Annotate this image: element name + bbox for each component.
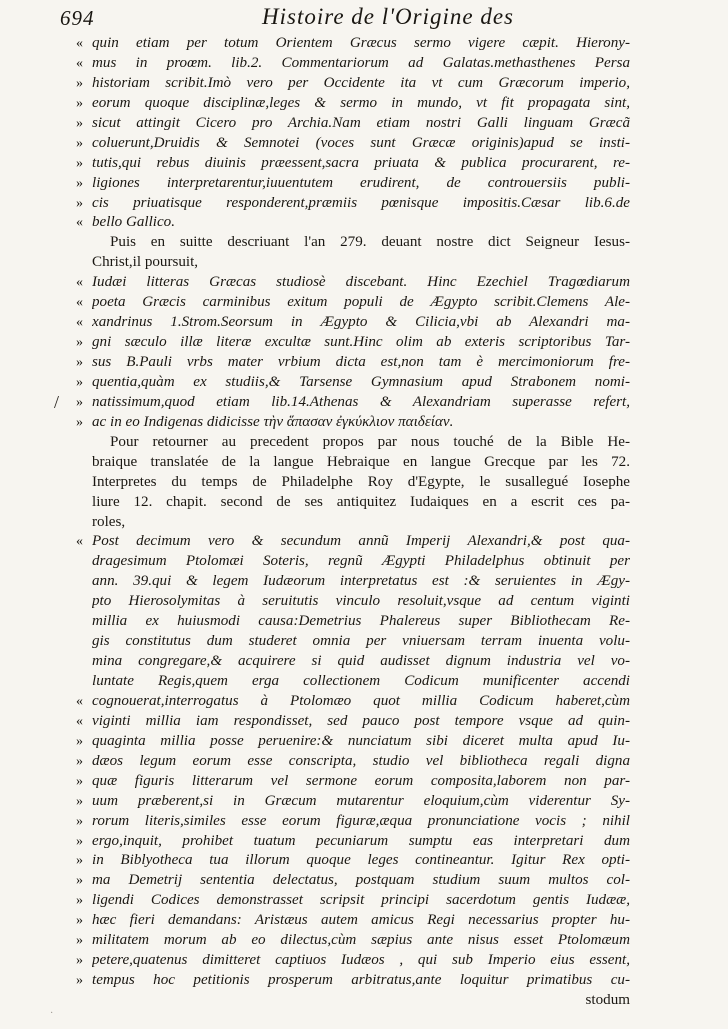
line-text: ac in eo Indigenas didicisse τὴν ἅπασαν ἐγκύκλιον παιδείαν. [92, 413, 454, 430]
quotation-mark: » [76, 893, 84, 909]
line-text: ma Demetrij sententia delectatus, postquam studium suum multos col- [92, 872, 630, 889]
text-line [40, 54, 630, 74]
text-line [40, 532, 630, 552]
margin-note: / [54, 392, 60, 412]
line-text: stodum [585, 992, 630, 1008]
text-line [40, 871, 630, 891]
line-text: ligendi Codices demonstrasset scripsit principi sacerdotum gentis Iudææ, [92, 892, 630, 909]
line-text: ann. 39.qui & legem Iudæorum interpretatus est :& seruientes in Ægy- [92, 573, 630, 590]
quotation-mark: » [76, 355, 84, 370]
line-text: petere,quatenus dimitteret captiuos Iudæos , qui sub Imperio eius essent, [92, 952, 630, 969]
text-line [40, 233, 630, 253]
line-text: roles, [92, 513, 126, 530]
quotation-mark: « [76, 315, 84, 331]
quotation-mark: » [76, 773, 84, 789]
line-text: quin etiam per totum Orientem Græcus sermo vigere cæpit. Hierony- [92, 35, 630, 51]
quotation-mark: » [76, 95, 84, 111]
quotation-mark: « [76, 534, 84, 550]
text-line [40, 293, 630, 313]
quotation-mark: « [76, 36, 84, 51]
line-text: dæos legum eorum esse conscripta, studio vel bibliotheca regali digna [92, 752, 630, 769]
line-text: pto Hierosolymitas à seruitutis vinculo resoluit,vsque ad centum viginti [92, 593, 630, 610]
text-line [40, 114, 630, 134]
line-text: braique translatée de la langue Hebraique en langue Grecque par les 72. [92, 453, 630, 470]
line-text: dragesimum Ptolomæi Soteris, regnũ Ægypti Philadelphus obtinuit per [92, 553, 630, 570]
quotation-mark: » [76, 793, 84, 809]
text-line [40, 194, 630, 214]
running-head: Histoire de l'Origine des [262, 4, 515, 29]
text-line [40, 612, 630, 632]
line-text: sicut attingit Cicero pro Archia.Nam etiam nostri Galli linguam Græcã [92, 114, 630, 131]
line-text: historiam scribit.Imò vero per Occidente ita vt cum Græcorum imperio, [92, 74, 630, 91]
text-line [40, 632, 630, 652]
text-block [40, 34, 630, 1011]
quotation-mark: » [76, 335, 84, 351]
line-text: Post decimum vero & secundum annũ Imperij Alexandri,& post qua- [92, 533, 630, 550]
quotation-mark: » [76, 733, 84, 749]
line-text: quaginta millia posse peruenire:& nunciatum sibi diceret multa apud Iu- [92, 732, 630, 749]
quotation-mark: « [76, 55, 84, 71]
text-line [40, 851, 630, 871]
text-line [40, 413, 630, 433]
quotation-mark: « [76, 693, 84, 709]
text-line [40, 393, 630, 413]
quotation-mark: » [76, 394, 84, 410]
line-text: quæ figuris litterarum vel sermone eorum composita,laborem non par- [92, 772, 630, 789]
text-line [40, 74, 630, 94]
text-line [40, 772, 630, 792]
line-text: bello Gallico. [92, 214, 176, 231]
line-text: rorum literis,similes esse eorum figuræ,æqua pronunciatione vocis ; nihil [92, 812, 630, 829]
text-line [40, 34, 630, 54]
text-line [40, 493, 630, 513]
text-line [40, 652, 630, 672]
quotation-mark: » [76, 973, 84, 989]
quotation-mark: « [76, 215, 84, 231]
text-line [40, 473, 630, 493]
quotation-mark: » [76, 155, 84, 171]
text-line [40, 453, 630, 473]
line-text: coluerunt,Druidis & Semnotei (voces sunt Græcæ originis)apud se insti- [92, 134, 630, 151]
quotation-mark: » [76, 175, 84, 191]
text-line [40, 891, 630, 911]
text-line [40, 552, 630, 572]
text-line [40, 732, 630, 752]
text-line [40, 513, 630, 533]
line-text: cognouerat,interrogatus à Ptolomæo quot millia Codicum haberet,cùm [92, 692, 630, 709]
quotation-mark: » [76, 135, 84, 151]
text-line [40, 333, 630, 353]
text-line [40, 991, 630, 1011]
line-text: luntate Regis,quem erga collectionem Codicum munificenter accendi [92, 673, 630, 689]
quotation-mark: » [76, 853, 84, 869]
quotation-mark: » [76, 374, 84, 390]
text-line [40, 373, 630, 393]
line-text: viginti millia iam respondisset, sed pauco post tempore vsque ad quin- [92, 712, 630, 729]
quotation-mark: » [76, 813, 84, 829]
text-line [40, 812, 630, 832]
text-line [40, 174, 630, 194]
text-line [40, 253, 630, 273]
text-line [40, 931, 630, 951]
quotation-mark: » [76, 753, 84, 769]
quotation-mark: » [76, 115, 84, 131]
line-text: Puis en suitte descriuant l'an 279. deuant nostre dict Seigneur Iesus- [110, 234, 630, 251]
text-line [40, 672, 630, 692]
text-line [40, 94, 630, 114]
text-line [40, 592, 630, 612]
quotation-mark: » [76, 933, 84, 949]
line-text: xandrinus 1.Strom.Seorsum in Ægypto & Cilicia,vbi ab Alexandri ma- [92, 314, 630, 331]
line-text: sus B.Pauli vrbs mater vrbium dicta est,non tam è mercimoniorum fre- [92, 354, 630, 370]
line-text: cis priuatisque responderent,præmiis pœnisque impositis.Cæsar lib.6.de [92, 194, 630, 211]
text-line [40, 433, 630, 453]
line-text: millia ex huiusmodi causa:Demetrius Phalereus super Bibliothecam Re- [92, 613, 630, 630]
text-line [40, 911, 630, 931]
quotation-mark: » [76, 195, 84, 211]
text-line [40, 213, 630, 233]
text-line [40, 313, 630, 333]
quotation-mark: » [76, 414, 84, 430]
line-text: natissimum,quod etiam lib.14.Athenas & Alexandriam superasse refert, [92, 393, 630, 410]
text-line [40, 134, 630, 154]
quotation-mark: « [76, 713, 84, 729]
line-text: Iudæi litteras Græcas studiosè discebant. Hinc Ezechiel Tragœdiarum [92, 274, 630, 291]
quotation-mark: » [76, 913, 84, 929]
line-text: mina congregare,& acquirere si quid audisset dignum industria vel vo- [92, 653, 630, 670]
line-text: Pour retourner au precedent propos par nous touché de la Bible He- [110, 433, 630, 450]
line-text: gni sæculo illæ literæ excultæ sunt.Hinc olim ab exteris scriptoribus Tar- [92, 334, 630, 351]
line-text: ligiones interpretarentur,iuuentutem erudirent, de controuersiis publi- [92, 174, 630, 191]
text-line [40, 712, 630, 732]
line-text: uum præberent,si in Græcum mutarentur eloquium,cùm viderentur Sy- [92, 792, 630, 809]
line-text: mus in proœm. lib.2. Commentariorum ad Galatas.methasthenes Persa [92, 54, 630, 71]
line-text: quentia,quàm ex studiis,& Tarsense Gymnasium apud Strabonem nomi- [92, 373, 630, 390]
text-line [40, 572, 630, 592]
line-text: eorum quoque disciplinæ,leges & sermo in mundo, vt fit propagata sint, [92, 94, 630, 111]
line-text: militatem morum ab eo dilectus,cùm sæpius ante nisus esset Ptolomæum [92, 932, 630, 949]
quotation-mark: » [76, 75, 84, 91]
text-line [40, 832, 630, 852]
text-line [40, 273, 630, 293]
line-text: hæc fieri demandans: Aristæus autem amicus Regi necessarius propter hu- [92, 912, 630, 929]
line-text: Christ,il poursuit, [92, 254, 199, 271]
text-line [40, 951, 630, 971]
bottom-mark: · [50, 1008, 54, 1019]
quotation-mark: » [76, 873, 84, 889]
page-number: 694 [60, 6, 95, 30]
quotation-mark: » [76, 833, 84, 849]
quotation-mark: » [76, 953, 84, 969]
line-text: tutis,qui rebus diuinis præessent,sacra priuata & publica procurarent, re- [92, 154, 630, 171]
text-line [40, 154, 630, 174]
line-text: tempus hoc petitionis prosperum arbitratus,ante loquitur primatibus cu- [92, 972, 630, 989]
line-text: ergo,inquit, prohibet tuatum pecuniarum sumptu eas interpretari dum [92, 832, 630, 849]
quotation-mark: « [76, 295, 84, 311]
line-text: liure 12. chapit. second de ses antiquitez Iudaiques en a escrit ces pa- [92, 493, 630, 510]
line-text: gis constitutus dum studeret omnia per vniuersam terram inuenta volu- [92, 633, 630, 650]
quotation-mark: « [76, 275, 84, 291]
line-text: Interpretes du temps de Philadelphe Roy d'Egypte, le susallegué Iosephe [92, 473, 630, 490]
line-text: in Biblyotheca tua illorum quoque leges contineantur. Igitur Rex opti- [92, 852, 630, 869]
line-text: poeta Græcis carminibus exitum populi de Ægypto scribit.Clemens Ale- [92, 294, 630, 311]
text-line [40, 971, 630, 991]
text-line [40, 353, 630, 373]
text-line [40, 692, 630, 712]
text-line [40, 792, 630, 812]
text-line [40, 752, 630, 772]
